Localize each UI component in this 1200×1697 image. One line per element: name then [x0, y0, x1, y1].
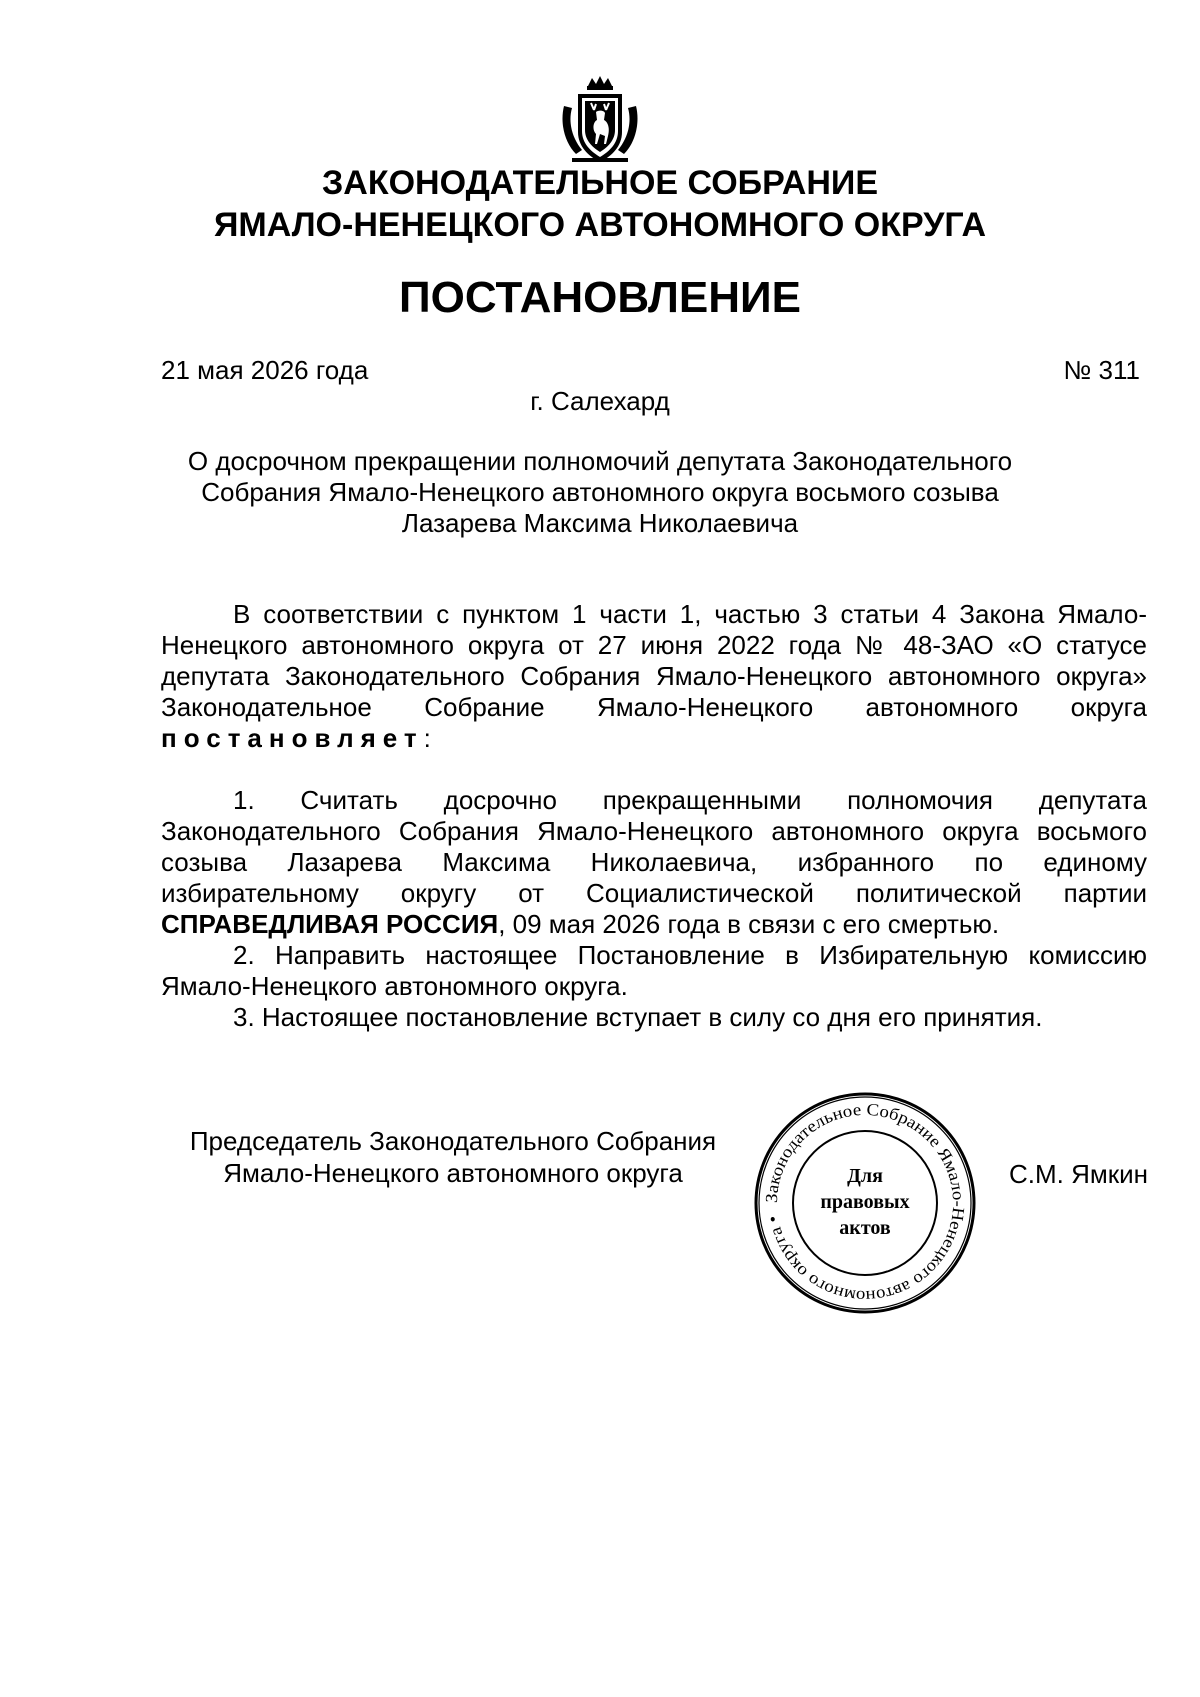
- party-name: СПРАВЕДЛИВАЯ РОССИЯ: [161, 909, 499, 939]
- organization-title: [0, 162, 1200, 246]
- item-1-text-end: , 09 мая 2026 года в связи с его смертью.: [498, 909, 1000, 939]
- stamp-center-line2: правовых: [820, 1191, 910, 1213]
- official-stamp: [752, 1090, 978, 1316]
- item-1-text: 1. Считать досрочно прекращенными полномочия депутата Законодательного Собрания Ямало-Ненецкого автономного округа восьмого созыва Лазарева Максима Николаевича, избранного по единому избирательному округу от Социалистической политической партии: [161, 785, 1147, 908]
- resolves-word: постановляет: [161, 723, 424, 753]
- paragraph-gap: [161, 754, 1147, 785]
- document-type-heading: ПОСТАНОВЛЕНИЕ: [398, 273, 802, 322]
- coat-of-arms-deer-icon: [558, 76, 642, 164]
- preamble-text: В соответствии с пунктом 1 части 1, частью 3 статьи 4 Закона Ямало-Ненецкого автономного округа от 27 июня 2022 года № 48-ЗАО «О статусе депутата Законодательного Собрания Ямало-Ненецкого автономного округа» Законодательное Собрание Ямало-Ненецкого автономного округа: [161, 599, 1147, 722]
- resolves-colon: :: [423, 723, 431, 753]
- subject-line3: Лазарева Максима Николаевича: [401, 508, 799, 538]
- organization-title-line1: ЗАКОНОДАТЕЛЬНОЕ СОБРАНИЕ: [321, 164, 879, 202]
- item-3-paragraph: 3. Настоящее постановление вступает в силу со дня его принятия.: [233, 1002, 1043, 1032]
- signatory-position: [161, 1125, 745, 1189]
- item-1-paragraph: [161, 785, 1147, 940]
- subject-line1: О досрочном прекращении полномочий депутата Законодательного: [187, 446, 1013, 476]
- signatory-position-line2: Ямало-Ненецкого автономного округа: [223, 1158, 683, 1188]
- subject-line2: Собрания Ямало-Ненецкого автономного округа восьмого созыва: [201, 477, 999, 507]
- stamp-center-line1: Для: [847, 1165, 883, 1187]
- item-2-paragraph: 2. Направить настоящее Постановление в Избирательную комиссию Ямало-Ненецкого автономного округа.: [161, 940, 1147, 1001]
- organization-title-line2: ЯМАЛО-НЕНЕЦКОГО АВТОНОМНОГО ОКРУГА: [213, 206, 987, 244]
- stamp-ring-text: Законодательное Собрание Ямало-Ненецкого автономного округа •: [761, 1099, 969, 1307]
- document-body: [161, 599, 1147, 1033]
- signatory-name: С.М. Ямкин: [1008, 1159, 1148, 1189]
- document-date: 21 мая 2026 года: [161, 355, 369, 385]
- document-city: г. Салехард: [530, 386, 670, 416]
- preamble-paragraph: [161, 599, 1147, 754]
- document-number: № 311: [1063, 355, 1140, 385]
- signatory-position-line1: Председатель Законодательного Собрания: [189, 1126, 717, 1156]
- document-subject: [160, 446, 1040, 539]
- stamp-center-line3: актов: [839, 1217, 891, 1239]
